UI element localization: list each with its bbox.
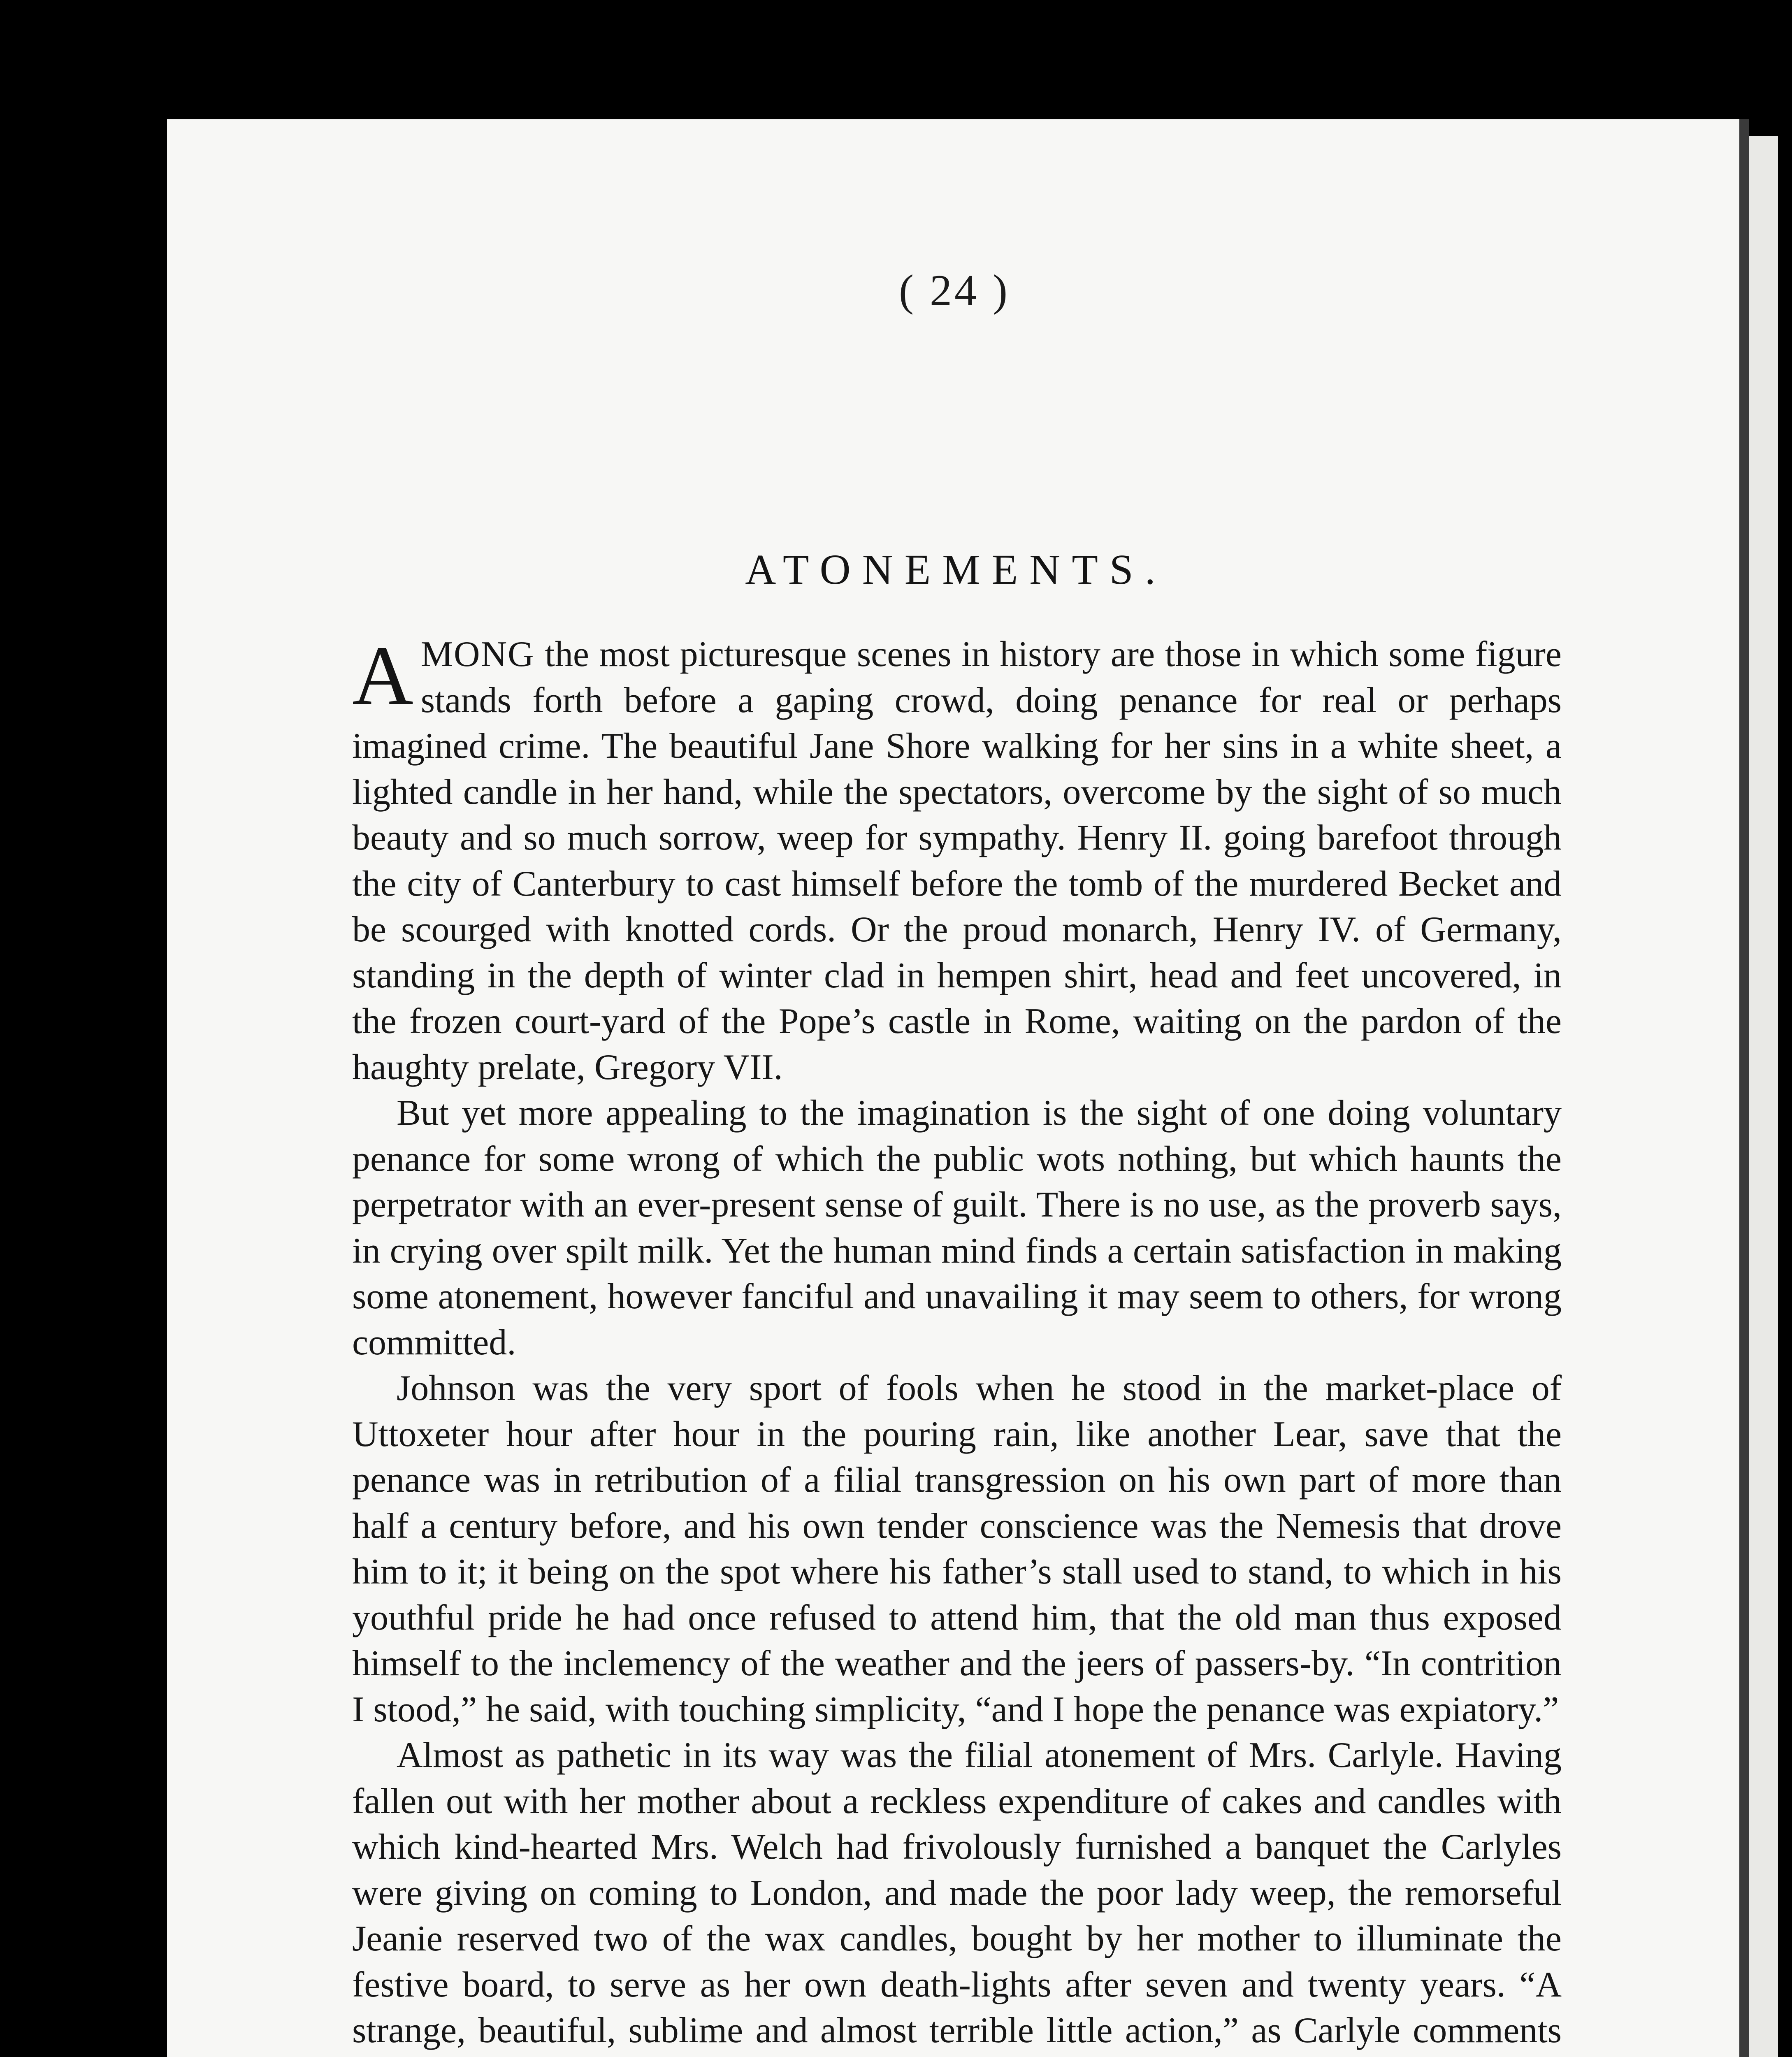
- lead-word: MONG: [420, 634, 535, 674]
- page-body: [352, 628, 1562, 2057]
- paragraph-4: Almost as pathetic in its way was the filial atonement of Mrs. Carlyle. Having fallen out with her mother about a reckless expenditure of cakes and candles with which kind-hearted Mrs. Welch had frivolously furnished a banquet the Carlyles were giving on coming to London, and made the poor lady weep, the remorseful Jeanie reserved two of the wax candles, bought by her mother to illuminate the festive board, to serve as her own death-lights after seven and twenty years. “A strange, beautiful, sublime and almost terrible little action,” as Carlyle comments: [352, 1735, 1562, 2050]
- chapter-title: ATONEMENTS.: [745, 546, 1167, 593]
- paragraph-1: [352, 628, 1562, 1090]
- page-spine: [1739, 119, 1749, 2057]
- drop-cap: A: [352, 628, 413, 722]
- paragraph-3: Johnson was the very sport of fools when he stood in the market-place of Uttoxeter hour after hour in the pouring rain, like another Lear, save that the penance was in retribution of a filial transgression on his own part of more than half a century before, and his own tender conscience was the Nemesis that drove him to it; it being on the spot where his father’s stall used to stand, to which in his youthful pride he had once refused to attend him, that the old man thus exposed himself to the inclemency of the weather and the jeers of passers-by. “In contrition I stood,” he said, with touching simplicity, “and I hope the penance was expiatory.”: [352, 1368, 1562, 1730]
- page-number: ( 24 ): [899, 266, 1010, 315]
- facing-page-edge: [1749, 136, 1778, 2057]
- paragraph-1-text: the most picturesque scenes in history are those in which some figure stands forth before a gaping crowd, doing penance for real or perhaps imagined crime. The beautiful Jane Shore walking for her sins in a white sheet, a lighted candle in her hand, while the spectators, overcome by the sight of so much beauty and so much sorrow, weep for sympathy. Henry II. going barefoot through the city of Canterbury to cast himself before the tomb of the murdered Becket and be scourged with knotted cords. Or the proud monarch, Henry IV. of Germany, standing in the depth of winter clad in hempen shirt, head and feet uncovered, in the frozen court-yard of the Pope’s castle in Rome, waiting on the pardon of the haughty prelate, Gregory VII.: [352, 634, 1562, 1087]
- paragraph-2: But yet more appealing to the imagination is the sight of one doing voluntary penance for some wrong of which the public wots nothing, but which haunts the perpetrator with an ever-present sense of guilt. There is no use, as the proverb says, in crying over spilt milk. Yet the human mind finds a certain satisfaction in making some atonement, however fanciful and unavailing it may seem to others, for wrong committed.: [352, 1093, 1562, 1363]
